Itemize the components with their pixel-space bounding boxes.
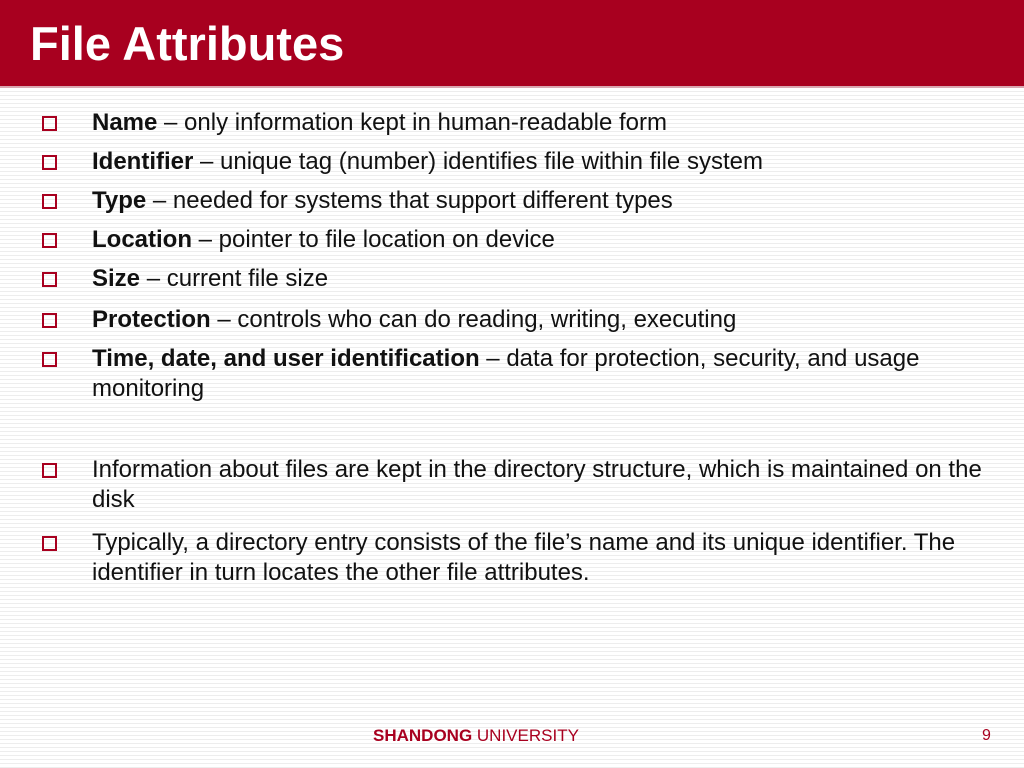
bullet-text (92, 344, 992, 404)
hollow-square-icon (42, 352, 57, 367)
bullet-description: – unique tag (number) identifies file within file system (193, 148, 763, 175)
bullet-term: Type (92, 187, 147, 214)
bullet-description: – controls who can do reading, writing, executing (210, 306, 737, 333)
bullet-description: – only information kept in human-readable form (157, 109, 667, 136)
bullet-text: Information about files are kept in the directory structure, which is maintained on the disk (92, 456, 982, 513)
bullet-description: – data for protection, security, and usage monitoring (92, 345, 920, 402)
bullet-text (92, 264, 992, 294)
bullet-item-protection (42, 305, 992, 335)
bullet-item-directory-structure (42, 455, 992, 515)
hollow-square-icon (42, 233, 57, 248)
bullet-description: – pointer to file location on device (192, 226, 555, 253)
bullet-term: Identifier (92, 148, 194, 175)
bullet-description: – current file size (140, 265, 329, 292)
bullet-item-identifier (42, 147, 992, 177)
university-name (373, 726, 579, 746)
hollow-square-icon (42, 155, 57, 170)
bullet-item-location (42, 225, 992, 255)
bullet-term: Name (92, 109, 158, 136)
bullet-item-size (42, 264, 992, 294)
slide-title: File Attributes (30, 17, 345, 70)
bullet-term: Protection (92, 306, 211, 333)
bullet-description: – needed for systems that support different types (146, 187, 673, 214)
bullet-text (92, 225, 992, 255)
hollow-square-icon (42, 536, 57, 551)
hollow-square-icon (42, 272, 57, 287)
bullet-term: Location (92, 226, 192, 253)
hollow-square-icon (42, 194, 57, 209)
university-name-rest: UNIVERSITY (472, 726, 579, 745)
bullet-text: Typically, a directory entry consists of the file’s name and its unique identifier. The identifier in turn locates the other file attributes. (92, 529, 956, 586)
title-bar-divider (0, 86, 1024, 88)
bullet-text (92, 305, 992, 335)
bullet-item-time-date-user (42, 344, 992, 404)
bullet-term: Time, date, and user identification (92, 345, 480, 372)
bullet-text (92, 147, 992, 177)
page-number: 9 (982, 727, 991, 744)
university-name-bold: SHANDONG (373, 726, 473, 745)
hollow-square-icon (42, 313, 57, 328)
bullet-item-directory-entry (42, 528, 992, 588)
bullet-item-type (42, 186, 992, 216)
bullet-text (92, 186, 992, 216)
hollow-square-icon (42, 463, 57, 478)
hollow-square-icon (42, 116, 57, 131)
bullet-text (92, 108, 992, 138)
bullet-term: Size (92, 265, 141, 292)
bullet-item-name (42, 108, 992, 138)
